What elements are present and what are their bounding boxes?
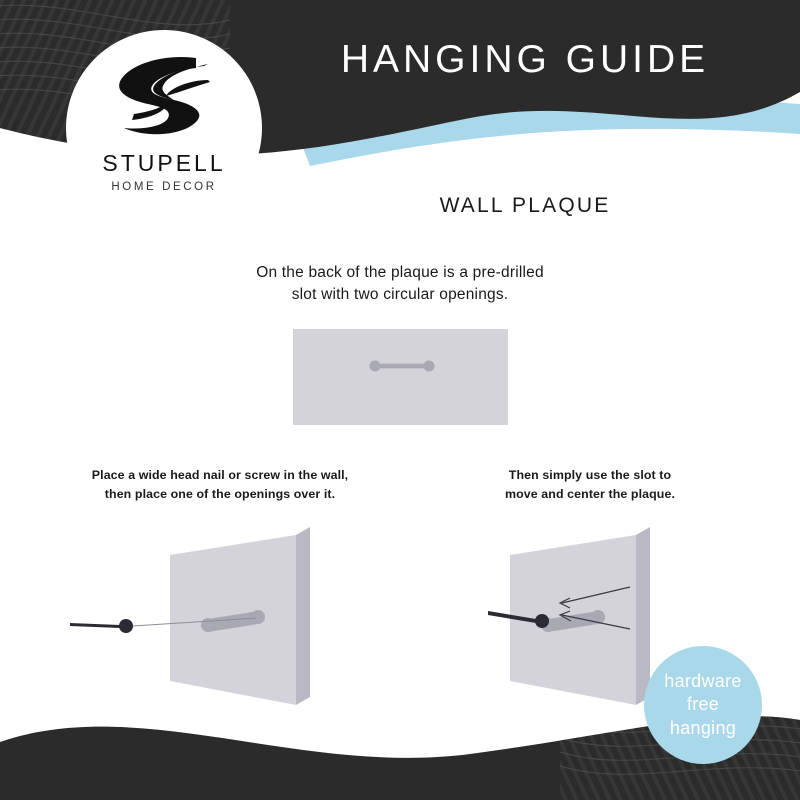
hardware-free-badge bbox=[644, 646, 762, 764]
plaque-edge bbox=[636, 527, 650, 705]
logo-brand-name: STUPELL bbox=[102, 150, 226, 176]
keyhole-slot-icon bbox=[369, 360, 435, 372]
step-3-line-2: move and center the plaque. bbox=[504, 486, 676, 501]
badge-line-2: free bbox=[686, 694, 720, 715]
product-type-label: WALL PLAQUE bbox=[439, 194, 611, 217]
nail-icon bbox=[70, 619, 133, 633]
stupell-swoosh-icon bbox=[104, 52, 224, 144]
logo-brand-subtitle: HOME DECOR bbox=[111, 181, 217, 193]
step-3-line-1: Then simply use the slot to bbox=[508, 468, 672, 482]
step-2-caption bbox=[60, 466, 380, 503]
step-2-line-2: then place one of the openings over it. bbox=[104, 486, 336, 501]
plaque-edge bbox=[296, 527, 310, 705]
badge-line-3: hanging bbox=[669, 717, 737, 738]
step-3-caption bbox=[430, 466, 750, 503]
step-2-line-1: Place a wide head nail or screw in the wall, bbox=[91, 468, 349, 482]
step-1-caption bbox=[150, 262, 650, 307]
page-title: HANGING GUIDE bbox=[340, 38, 710, 81]
step-1-line-2: slot with two circular openings. bbox=[291, 286, 509, 304]
badge-line-1: hardware bbox=[664, 670, 742, 691]
brand-logo-badge bbox=[66, 30, 262, 226]
step-1-line-1: On the back of the plaque is a pre-drilled bbox=[256, 264, 544, 281]
plaque-back-illustration bbox=[293, 329, 508, 425]
